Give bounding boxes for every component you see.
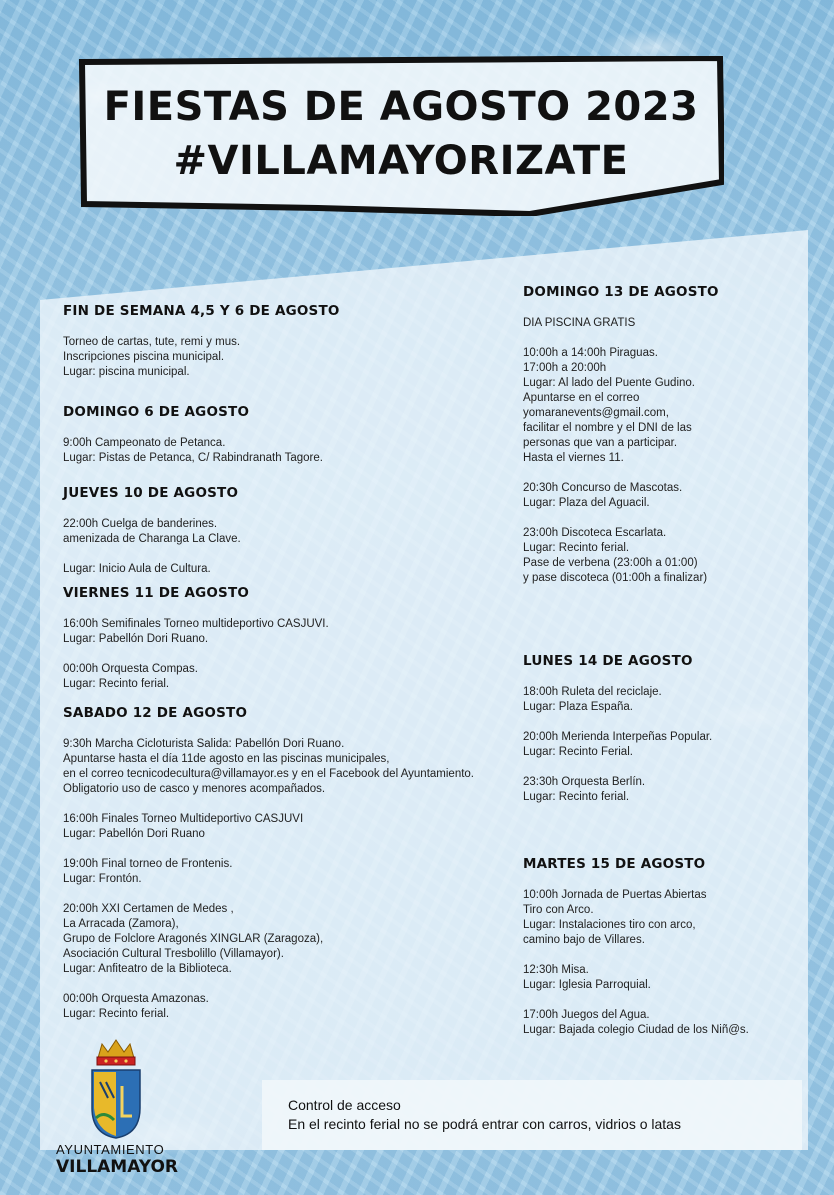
event-line: 19:00h Final torneo de Frontenis.: [63, 858, 233, 870]
title-frame: [78, 56, 724, 216]
event-line: Pase de verbena (23:00h a 01:00): [523, 557, 698, 569]
event-line: en el correo tecnicodecultura@villamayor.es y en el Facebook del Ayuntamiento.: [63, 768, 474, 780]
event-block: [63, 662, 329, 692]
event-line: 16:00h Finales Torneo Multideportivo CASJUVI: [63, 813, 304, 825]
event-block: [523, 963, 749, 993]
event-block: [523, 775, 712, 805]
event-block: [523, 888, 749, 948]
event-line: Lugar: Iglesia Parroquial.: [523, 979, 651, 991]
schedule-day-section: [63, 586, 329, 707]
event-line: Lugar: Recinto ferial.: [63, 678, 170, 690]
event-line: Lugar: Frontón.: [63, 873, 142, 885]
event-line: Asociación Cultural Tresbolillo (Villamayor).: [63, 948, 284, 960]
page-title: FIESTAS DE AGOSTO 2023: [103, 84, 699, 130]
event-block: [63, 335, 340, 380]
schedule-day-section: [523, 654, 712, 820]
day-heading: FIN DE SEMANA 4,5 Y 6 DE AGOSTO: [63, 303, 340, 319]
event-line: Obligatorio uso de casco y menores acompañados.: [63, 783, 326, 795]
event-line: 20:00h XXI Certamen de Medes ,: [63, 903, 234, 915]
event-line: 16:00h Semifinales Torneo multideportivo CASJUVI.: [63, 618, 329, 630]
event-line: 00:00h Orquesta Compas.: [63, 663, 198, 675]
event-line: camino bajo de Villares.: [523, 934, 645, 946]
event-line: Inscripciones piscina municipal.: [63, 351, 225, 363]
day-heading: SABADO 12 DE AGOSTO: [63, 705, 248, 721]
event-line: 18:00h Ruleta del reciclaje.: [523, 686, 662, 698]
event-block: [63, 812, 474, 842]
day-heading: LUNES 14 DE AGOSTO: [523, 653, 693, 669]
event-line: 9:30h Marcha Cicloturista Salida: Pabellón Dori Ruano.: [63, 738, 345, 750]
day-heading: MARTES 15 DE AGOSTO: [523, 856, 706, 872]
schedule-day-section: [63, 706, 474, 1037]
notice-text: En el recinto ferial no se podrá entrar con carros, vidrios o latas: [288, 1116, 681, 1132]
access-notice: [262, 1080, 802, 1150]
event-line: 17:00h Juegos del Agua.: [523, 1009, 650, 1021]
event-line: Lugar: Bajada colegio Ciudad de los Niñ@s.: [523, 1024, 749, 1036]
event-line: Apuntarse hasta el día 11de agosto en las piscinas municipales,: [63, 753, 390, 765]
event-line: y pase discoteca (01:00h a finalizar): [523, 572, 708, 584]
event-line: Lugar: Recinto ferial.: [523, 791, 630, 803]
event-line: 00:00h Orquesta Amazonas.: [63, 993, 209, 1005]
event-line: Torneo de cartas, tute, remi y mus.: [63, 336, 241, 348]
event-line: personas que van a participar.: [523, 437, 678, 449]
event-block: [523, 685, 712, 715]
footer-ayuntamiento: AYUNTAMIENTO: [56, 1142, 165, 1157]
event-line: Lugar: Pabellón Dori Ruano.: [63, 633, 209, 645]
schedule-day-section: [523, 857, 749, 1053]
event-line: Lugar: Recinto ferial.: [63, 1008, 170, 1020]
event-line: DIA PISCINA GRATIS: [523, 317, 636, 329]
event-line: 20:30h Concurso de Mascotas.: [523, 482, 683, 494]
municipal-coat-of-arms-icon: [88, 1038, 144, 1140]
event-block: [63, 737, 474, 797]
event-block: [63, 436, 323, 466]
event-line: Grupo de Folclore Aragonés XINGLAR (Zaragoza),: [63, 933, 324, 945]
event-line: Lugar: Anfiteatro de la Biblioteca.: [63, 963, 232, 975]
event-line: 20:00h Merienda Interpeñas Popular.: [523, 731, 713, 743]
event-line: 23:30h Orquesta Berlín.: [523, 776, 646, 788]
event-block: [63, 562, 241, 577]
event-line: 23:00h Discoteca Escarlata.: [523, 527, 667, 539]
schedule-day-section: [63, 304, 340, 395]
event-line: 10:00h Jornada de Puertas Abiertas: [523, 889, 707, 901]
day-heading: VIERNES 11 DE AGOSTO: [63, 585, 250, 601]
event-block: [523, 526, 719, 586]
event-block: [63, 617, 329, 647]
event-line: Lugar: Recinto Ferial.: [523, 746, 633, 758]
event-line: Lugar: Instalaciones tiro con arco,: [523, 919, 696, 931]
schedule-day-section: [523, 285, 719, 601]
event-block: [523, 481, 719, 511]
hashtag-title: #VILLAMAYORIZATE: [173, 138, 629, 184]
event-line: Lugar: Pistas de Petanca, C/ Rabindranath Tagore.: [63, 452, 323, 464]
event-line: Apuntarse en el correo: [523, 392, 640, 404]
event-line: 9:00h Campeonato de Petanca.: [63, 437, 226, 449]
event-line: facilitar el nombre y el DNI de las: [523, 422, 692, 434]
event-block: [523, 1008, 749, 1038]
event-line: 22:00h Cuelga de banderines.: [63, 518, 218, 530]
event-line: Lugar: Inicio Aula de Cultura.: [63, 563, 211, 575]
event-block: [63, 902, 474, 977]
event-block: [523, 316, 719, 331]
event-line: Hasta el viernes 11.: [523, 452, 624, 464]
event-line: Lugar: Plaza del Aguacil.: [523, 497, 650, 509]
event-block: [63, 517, 241, 547]
event-block: [523, 346, 719, 466]
day-heading: JUEVES 10 DE AGOSTO: [63, 485, 239, 501]
event-line: amenizada de Charanga La Clave.: [63, 533, 241, 545]
event-line: Lugar: Al lado del Puente Gudino.: [523, 377, 695, 389]
event-line: La Arracada (Zamora),: [63, 918, 179, 930]
event-line: 17:00h a 20:00h: [523, 362, 607, 374]
schedule-day-section: [63, 405, 323, 481]
notice-title: Control de acceso: [288, 1097, 401, 1113]
event-line: Lugar: Pabellón Dori Ruano: [63, 828, 205, 840]
event-line: Tiro con Arco.: [523, 904, 594, 916]
event-line: 10:00h a 14:00h Piraguas.: [523, 347, 658, 359]
event-block: [63, 857, 474, 887]
event-line: 12:30h Misa.: [523, 964, 589, 976]
day-heading: DOMINGO 6 DE AGOSTO: [63, 404, 250, 420]
event-line: Lugar: Recinto ferial.: [523, 542, 630, 554]
day-heading: DOMINGO 13 DE AGOSTO: [523, 284, 719, 300]
footer-villamayor: VILLAMAYOR: [56, 1157, 178, 1177]
event-line: yomaranevents@gmail.com,: [523, 407, 669, 419]
title-banner: [78, 56, 724, 216]
event-line: Lugar: Plaza España.: [523, 701, 633, 713]
event-block: [63, 992, 474, 1022]
event-line: Lugar: piscina municipal.: [63, 366, 190, 378]
schedule-day-section: [63, 486, 241, 592]
event-block: [523, 730, 712, 760]
